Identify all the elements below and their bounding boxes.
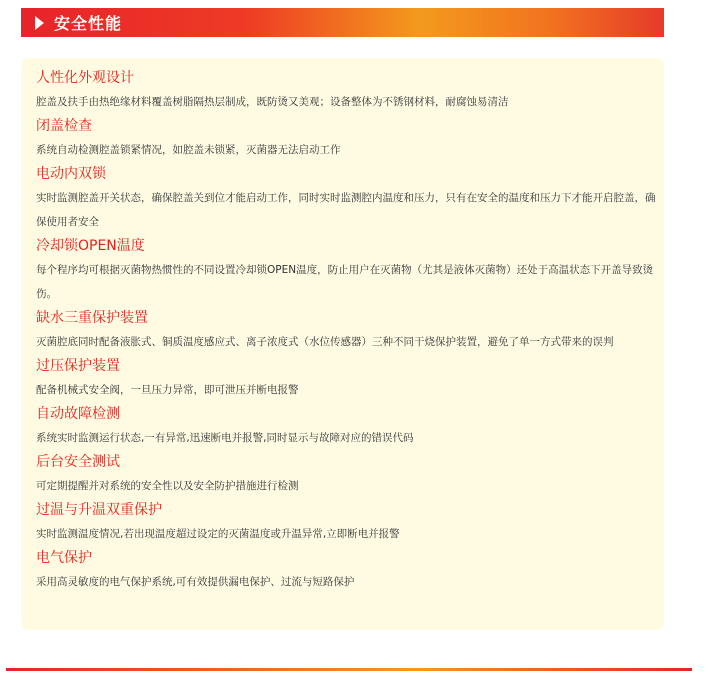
feature-description: 系统自动检测腔盖锁紧情况，如腔盖未锁紧，灭菌器无法启动工作 <box>36 144 341 156</box>
feature-description: 实时监测腔盖开关状态，确保腔盖关到位才能启动工作，同时实时监测腔内温度和压力，只有在安全的温度和压力下才能开启腔盖，确保使用者安全 <box>36 192 656 228</box>
feature-description: 可定期提醒并对系统的安全性以及安全防护措施进行检测 <box>36 480 299 492</box>
feature-description: 系统实时监测运行状态,一有异常,迅速断电并报警,同时显示与故障对应的错误代码 <box>36 432 414 444</box>
feature-item <box>36 307 656 354</box>
feature-item <box>36 403 656 450</box>
feature-item <box>36 115 656 162</box>
arrow-right-icon <box>35 16 44 30</box>
feature-description: 每个程序均可根据灭菌物热惯性的不同设置冷却锁OPEN温度，防止用户在灭菌物（尤其是液体灭菌物）还处于高温状态下开盖导致烫伤。 <box>36 264 654 300</box>
feature-item <box>36 547 656 594</box>
feature-title: 闭盖检查 <box>36 118 92 134</box>
feature-description: 腔盖及扶手由热绝缘材料覆盖树脂隔热层制成，既防烫又美观；设备整体为不锈钢材料，耐腐蚀易清洁 <box>36 96 509 108</box>
feature-description: 配备机械式安全阀，一旦压力异常，即可泄压并断电报警 <box>36 384 299 396</box>
feature-title: 自动故障检测 <box>36 406 120 422</box>
feature-item <box>36 451 656 498</box>
feature-title: 过温与升温双重保护 <box>36 502 162 518</box>
feature-description: 灭菌腔底同时配备液胀式、铜质温度感应式、离子浓度式（水位传感器）三种不同干烧保护装置，避免了单一方式带来的误判 <box>36 336 614 348</box>
feature-title: 过压保护装置 <box>36 358 120 374</box>
feature-item <box>36 163 656 234</box>
feature-item <box>36 67 656 114</box>
feature-item <box>36 235 656 306</box>
section-header-title: 安全性能 <box>54 14 123 33</box>
feature-description: 采用高灵敏度的电气保护系统,可有效提供漏电保护、过流与短路保护 <box>36 576 355 588</box>
section-header-bar <box>21 8 664 37</box>
footer-divider <box>6 668 692 671</box>
feature-title: 缺水三重保护装置 <box>36 310 148 326</box>
feature-title: 人性化外观设计 <box>36 70 134 86</box>
feature-list <box>36 67 656 595</box>
feature-title: 电动内双锁 <box>36 166 106 182</box>
feature-title: 冷却锁OPEN温度 <box>36 238 145 254</box>
feature-description: 实时监测温度情况,若出现温度超过设定的灭菌温度或升温异常,立即断电并报警 <box>36 528 400 540</box>
feature-item <box>36 499 656 546</box>
feature-title: 后台安全测试 <box>36 454 120 470</box>
feature-item <box>36 355 656 402</box>
feature-title: 电气保护 <box>36 550 92 566</box>
